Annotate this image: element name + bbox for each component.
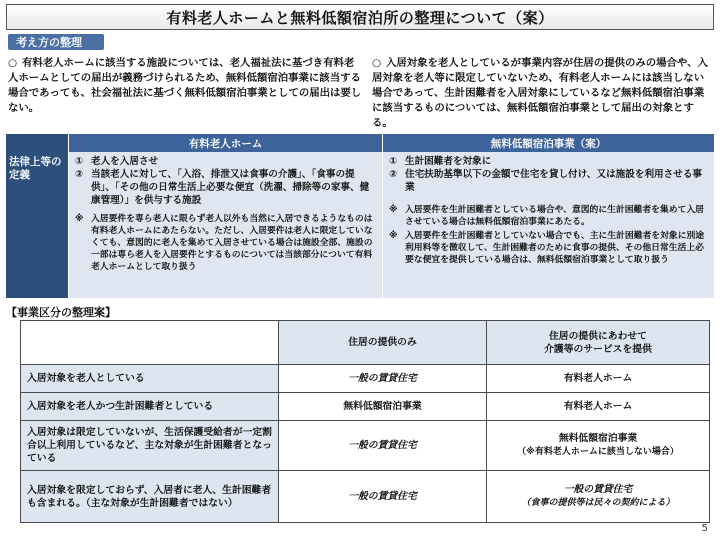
note: ※ 入居要件を専ら老人に限らず老人以外も当然に入居できるようなものは有料老人ホームにあたらない。ただし、入居要件は老人に限定していなくても、意図的に老人を集めて入居させている場合は施設全部、施設の一部は専ら老人を入居要件とするものについては当該部分について有料老人ホームとして取り扱う: [75, 214, 373, 272]
note: ※ 入居要件を生計困難者としている場合や、意図的に生計困難者を集めて入居させている場合は無料低額宿泊事業にあたる。: [389, 205, 704, 227]
definition-table-header: [6, 134, 714, 152]
row-header-definition: 法律上等の定義: [6, 152, 68, 298]
table-corner: [21, 321, 279, 365]
header-nursing-home: 有料老人ホーム: [68, 134, 382, 152]
definition-free-lodging: [382, 152, 714, 298]
table-row: [21, 365, 710, 393]
row-label: 入居対象を老人かつ生計困難者としている: [21, 393, 279, 421]
column-header-housing-only: 住居の提供のみ: [279, 321, 487, 365]
page-number: 5: [701, 523, 708, 534]
section-title: 【事業区分の整理案】: [6, 306, 116, 319]
header-corner: [6, 134, 68, 152]
cell-housing-only: 一般の賃貸住宅: [279, 471, 487, 523]
definition-table-body: [6, 152, 714, 298]
row-label: 入居対象を老人としている: [21, 365, 279, 393]
intro-left: [8, 56, 364, 116]
table-header-row: [21, 321, 710, 365]
intro-left-text: 有料老人ホームに該当する施設については、老人福祉法に基づき有料老人ホームとしての届出が義務づけられるため、無料低額宿泊事業に該当する場合であっても、社会福祉法に基づく無料低額宿泊事業としての届出は要しない。: [8, 57, 362, 114]
cell-housing-with-care: 一般の賃貸住宅 （食事の提供等は民々の契約による）: [487, 471, 710, 523]
bullet-circle-icon: ○: [8, 57, 18, 69]
cell-housing-with-care: 有料老人ホーム: [487, 365, 710, 393]
header-free-lodging: 無料低額宿泊事業（案）: [382, 134, 714, 152]
intro-right-text: 入居対象を老人としているが事業内容が住居の提供のみの場合や、入居対象を老人等に限定していないため、有料老人ホームには該当しない場合であって、生計困難者を入居対象にしているなど無料低額宿泊事業に該当するものについては、無料低額宿泊事業として届出の対象とする。: [372, 57, 708, 129]
definition-nursing-home: [68, 152, 382, 298]
cell-housing-only: 一般の賃貸住宅: [279, 421, 487, 471]
cell-note: （食事の提供等は民々の契約による）: [521, 498, 675, 508]
row-label: 入居対象は限定していないが、生活保護受給者が一定割合以上利用しているなど、主な対象が生計困難者となっている: [21, 421, 279, 471]
list-item: ② 当該老人に対して、「入浴、排泄又は食事の介護」、「食事の提供」、「その他の日常生活上必要な便宜（洗濯、掃除等の家事、健康管理）」を供与する施設: [75, 169, 370, 206]
intro-right: [372, 56, 714, 131]
section-tag: 考え方の整理: [8, 34, 104, 50]
bullet-circle-icon: ○: [372, 57, 382, 69]
cell-housing-only: 一般の賃貸住宅: [279, 365, 487, 393]
cell-housing-with-care: 無料低額宿泊事業 （※有料老人ホームに該当しない場合）: [487, 421, 710, 471]
classification-table: [20, 320, 710, 523]
page-title: 有料老人ホームと無料低額宿泊所の整理について（案）: [6, 4, 714, 30]
cell-housing-with-care: 有料老人ホーム: [487, 393, 710, 421]
list-item: ① 生計困難者を対象に: [389, 156, 492, 167]
list-item: ① 老人を入居させ: [75, 156, 159, 167]
table-row: [21, 471, 710, 523]
list-item: ② 住宅扶助基準以下の金額で住宅を貸し付け、又は施設を利用させる事業: [389, 169, 703, 193]
cell-note: （※有料老人ホームに該当しない場合）: [517, 447, 679, 457]
table-row: [21, 421, 710, 471]
table-row: [21, 393, 710, 421]
cell-housing-only: 無料低額宿泊事業: [279, 393, 487, 421]
row-label: 入居対象を限定しておらず、入居者に老人、生計困難者も含まれる。（主な対象が生計困難者ではない）: [21, 471, 279, 523]
note: ※ 入居要件を生計困難者としていない場合でも、主に生計困難者を対象に別途利用料等を徴収して、生計困難者のために食事の提供、その他日常生活上必要な便宜を提供している場合は、無料低額宿泊事業として取り扱う: [389, 231, 705, 265]
definition-table: [6, 134, 714, 298]
column-header-housing-with-care: 住居の提供にあわせて 介護等のサービスを提供: [487, 321, 710, 365]
